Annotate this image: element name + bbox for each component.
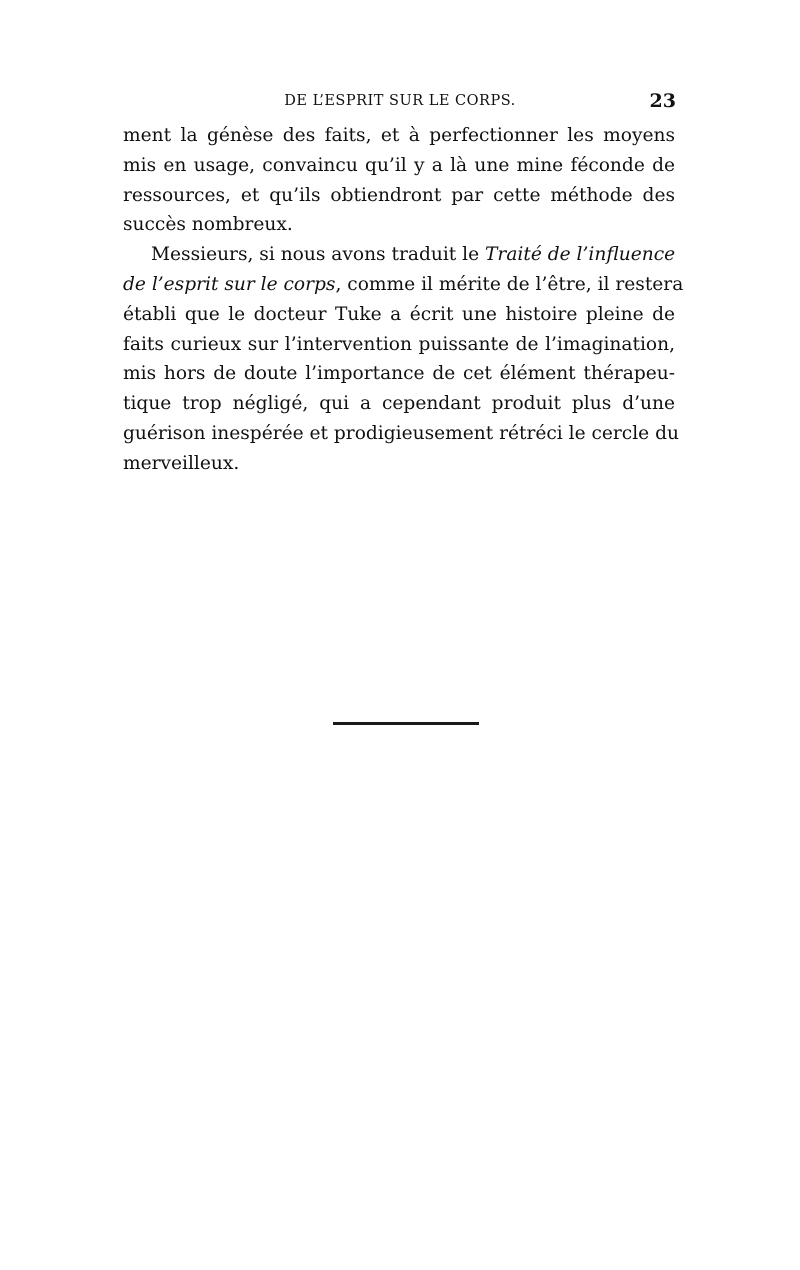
paragraph-2-line-1 [123,240,675,270]
paragraph-1-line-3: ressources, et qu’ils obtiendront par cette méthode des [123,184,675,206]
body-text [123,121,684,479]
paragraph-2-line-3: établi que le docteur Tuke a écrit une histoire pleine de [123,303,675,325]
paragraph-1-line-2: mis en usage, convaincu qu’il y a là une mine féconde de [123,154,675,176]
paragraph-1-line-1: ment la génèse des faits, et à perfectionner les moyens [123,125,675,146]
paragraph-2-line-4: faits curieux sur l’intervention puissante de l’imagination, [123,333,675,355]
paragraph-2-line-6: tique trop négligé, qui a cependant produit plus d’une [123,393,675,415]
running-head [120,88,680,114]
paragraph-2-line-2-text: , comme il mérite de l’être, il restera [335,273,684,295]
book-title-part-2: de l’esprit sur le corps [123,273,336,295]
paragraph-1-line-4: succès nombreux. [123,214,293,236]
running-title: DE L’ESPRIT SUR LE CORPS. [284,93,516,109]
page-number: 23 [649,90,676,112]
paragraph-2-line-8: merveilleux. [123,452,240,474]
paragraph-2-line-1-text: Messieurs, si nous avons traduit le [151,244,486,266]
paragraph-2-line-2 [123,270,684,300]
book-title-part-1: Traité de l’influence [485,244,676,266]
paragraph-2-line-7: guérison inespérée et prodigieusement rétréci le cercle du [123,422,679,444]
section-end-rule [333,722,479,725]
paragraph-2-line-5: mis hors de doute l’importance de cet élément thérapeu- [123,363,675,385]
